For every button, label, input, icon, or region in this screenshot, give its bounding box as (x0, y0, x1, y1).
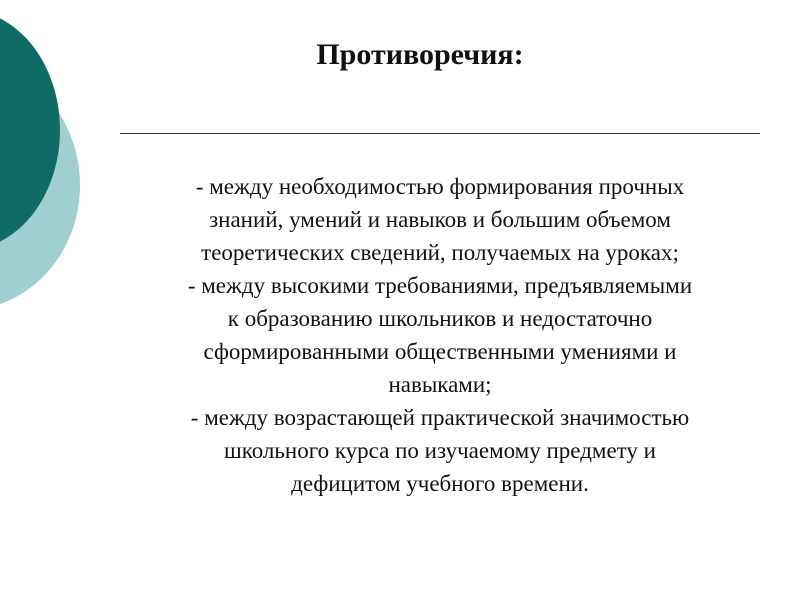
body-line: к образованию школьников и недостаточно (227, 306, 653, 331)
body-line: - между высокими требованиями, предъявляемыми (187, 273, 693, 298)
body-line: - между необходимостью формирования прочных (195, 174, 685, 199)
title-divider (120, 133, 760, 134)
body-line: теоретических сведений, получаемых на уроках; (201, 240, 679, 265)
body-line: школьного курса по изучаемому предмету и (224, 438, 656, 463)
slide-body (130, 170, 750, 500)
body-line: - между возрастающей практической значимостью (190, 405, 690, 430)
body-line: дефицитом учебного времени. (291, 471, 589, 496)
body-line: навыками; (388, 372, 492, 397)
slide-title: Противоречия: (316, 38, 524, 71)
body-line: сформированными общественными умениями и (203, 339, 677, 364)
body-line: знаний, умений и навыков и большим объемом (209, 207, 671, 232)
